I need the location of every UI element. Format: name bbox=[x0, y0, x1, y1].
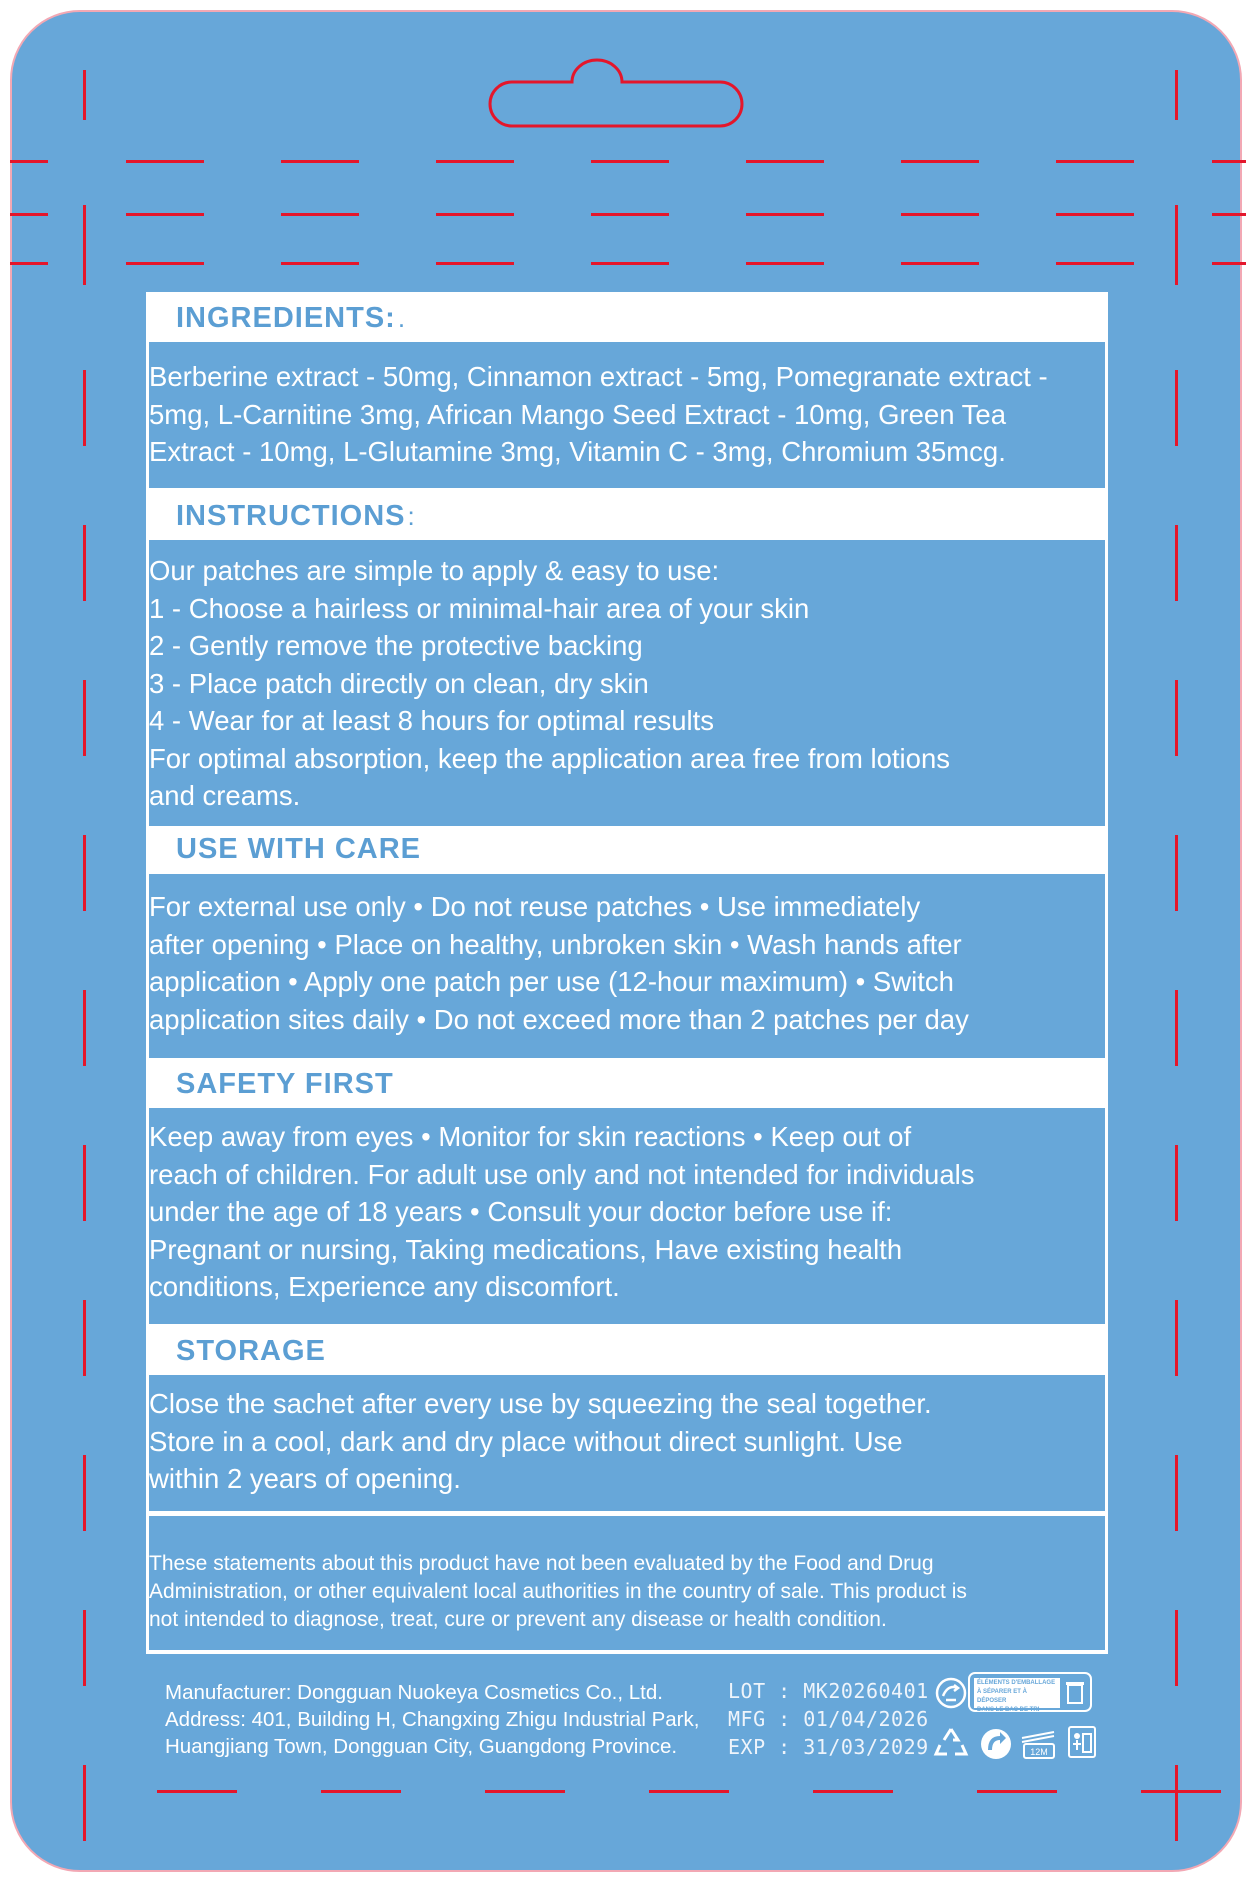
hang-hole-icon bbox=[12, 12, 1244, 142]
seal-dash bbox=[746, 262, 824, 265]
seal-dash bbox=[436, 213, 514, 216]
seal-dash bbox=[10, 262, 48, 265]
svg-text:12M: 12M bbox=[1030, 1747, 1048, 1757]
seal-dash bbox=[1212, 160, 1246, 163]
seal-dash bbox=[1141, 1790, 1221, 1793]
seal-dash bbox=[1212, 213, 1246, 216]
seal-dash bbox=[1056, 160, 1134, 163]
info-panel bbox=[146, 292, 1108, 1654]
storage-heading: STORAGE bbox=[176, 1335, 326, 1367]
batch-codes bbox=[728, 1677, 929, 1761]
seal-dash bbox=[281, 213, 359, 216]
seal-dash bbox=[10, 160, 48, 163]
seal-dash bbox=[126, 262, 204, 265]
seal-dash bbox=[436, 160, 514, 163]
seal-dash bbox=[1175, 1145, 1178, 1221]
seal-dash bbox=[746, 213, 824, 216]
seal-dash bbox=[591, 160, 669, 163]
seal-dash bbox=[1056, 262, 1134, 265]
pao-12m-icon bbox=[1018, 1726, 1060, 1760]
seal-dash bbox=[1175, 70, 1178, 120]
seal-dash bbox=[83, 1300, 86, 1376]
seal-dash bbox=[1175, 680, 1178, 756]
ingredients-heading: INGREDIENTS:. bbox=[176, 302, 407, 334]
instructions-heading: INSTRUCTIONS: bbox=[176, 500, 416, 532]
seal-dash bbox=[813, 1790, 893, 1793]
ingredients-box bbox=[149, 342, 1105, 488]
exp-date: EXP : 31/03/2029 bbox=[728, 1735, 929, 1759]
safety-first-heading: SAFETY FIRST bbox=[176, 1068, 394, 1100]
seal-dash bbox=[1175, 205, 1178, 285]
seal-dash bbox=[83, 70, 86, 120]
seal-dash bbox=[83, 205, 86, 285]
seal-dash bbox=[83, 370, 86, 446]
seal-dash bbox=[1175, 1455, 1178, 1531]
seal-dash bbox=[1175, 525, 1178, 601]
green-dot-icon bbox=[978, 1726, 1014, 1762]
seal-dash bbox=[1175, 990, 1178, 1066]
seal-dash bbox=[83, 1145, 86, 1221]
lot-number: LOT : MK20260401 bbox=[728, 1679, 929, 1703]
storage-text: Close the sachet after every use by squeezing the seal together. Store in a cool, dark and dry place without direct sunlight. Use within 2 years of opening. bbox=[149, 1388, 932, 1494]
use-with-care-heading: USE WITH CARE bbox=[176, 833, 421, 865]
instructions-text: Our patches are simple to apply & easy to use: 1 - Choose a hairless or minimal-hair area of your skin 2 - Gently remove the protective backing 3 - Place patch directly on clean, dry skin 4 - Wear for at least 8 hours for optimal results For optimal absorption, keep the application area free from lotions and creams. bbox=[149, 555, 950, 811]
instructions-box bbox=[149, 540, 1105, 826]
seal-dash bbox=[83, 680, 86, 756]
seal-dash bbox=[1175, 1300, 1178, 1376]
seal-dash bbox=[83, 525, 86, 601]
ingredients-text: Berberine extract - 50mg, Cinnamon extract - 5mg, Pomegranate extract - 5mg, L-Carnitine 3mg, African Mango Seed Extract - 10mg, Green Tea Extract - 10mg, L-Glutamine 3mg, Vitamin C - 3mg, Chromium 35mcg. bbox=[149, 361, 1048, 467]
seal-dash bbox=[83, 990, 86, 1066]
seal-dash bbox=[746, 160, 824, 163]
seal-dash bbox=[126, 160, 204, 163]
seal-dash bbox=[1212, 262, 1246, 265]
dispose-bin-icon bbox=[1066, 1724, 1098, 1760]
triman-icon bbox=[934, 1676, 968, 1710]
seal-dash bbox=[126, 213, 204, 216]
seal-dash bbox=[83, 1610, 86, 1686]
mfg-date: MFG : 01/04/2026 bbox=[728, 1707, 929, 1731]
sorting-info-text: ÉLÉMENTS D'EMBALLAGE À SÉPARER ET À DÉPOSER DANS LE BAC DE TRI bbox=[974, 1678, 1060, 1708]
seal-dash bbox=[649, 1790, 729, 1793]
seal-dash bbox=[10, 213, 48, 216]
seal-dash bbox=[1175, 835, 1178, 911]
seal-dash bbox=[1175, 1610, 1178, 1686]
recycle-icon bbox=[932, 1725, 970, 1761]
seal-dash bbox=[901, 262, 979, 265]
seal-dash bbox=[1056, 213, 1134, 216]
seal-dash bbox=[1175, 1765, 1178, 1841]
seal-dash bbox=[591, 213, 669, 216]
seal-dash bbox=[281, 262, 359, 265]
use-with-care-box bbox=[149, 874, 1105, 1058]
manufacturer-info: Manufacturer: Dongguan Nuokeya Cosmetics Co., Ltd. Address: 401, Building H, Changxing Zhigu Industrial Park, Huangjiang Town, Dongguan City, Guangdong Province. bbox=[165, 1681, 700, 1758]
seal-dash bbox=[485, 1790, 565, 1793]
seal-dash bbox=[901, 160, 979, 163]
use-with-care-text: For external use only • Do not reuse patches • Use immediately after opening • Place on healthy, unbroken skin • Wash hands after application • Apply one patch per use (12-hour maximum) • Switch application sites daily • Do not exceed more than 2 patches per day bbox=[149, 891, 969, 1035]
seal-dash bbox=[83, 1765, 86, 1841]
seal-dash bbox=[436, 262, 514, 265]
seal-dash bbox=[83, 835, 86, 911]
disclaimer-box bbox=[149, 1516, 1105, 1650]
sorting-info-icon bbox=[968, 1672, 1092, 1712]
seal-dash bbox=[281, 160, 359, 163]
seal-dash bbox=[157, 1790, 237, 1793]
seal-dash bbox=[901, 213, 979, 216]
safety-first-text: Keep away from eyes • Monitor for skin reactions • Keep out of reach of children. For adult use only and not intended for individuals under the age of 18 years • Consult your doctor before use if: Pregnant or nursing, Taking medications, Have existing health conditions, Experience any discomfort. bbox=[149, 1121, 975, 1302]
safety-first-box bbox=[149, 1108, 1105, 1324]
storage-box bbox=[149, 1375, 1105, 1511]
seal-dash bbox=[321, 1790, 401, 1793]
seal-dash bbox=[591, 262, 669, 265]
seal-dash bbox=[977, 1790, 1057, 1793]
seal-dash bbox=[1175, 370, 1178, 446]
seal-dash bbox=[83, 1455, 86, 1531]
disclaimer-text: These statements about this product have not been evaluated by the Food and Drug Administration, or other equivalent local authorities in the country of sale. This product is not intended to diagnose, treat, cure or prevent any disease or health condition. bbox=[149, 1552, 967, 1631]
